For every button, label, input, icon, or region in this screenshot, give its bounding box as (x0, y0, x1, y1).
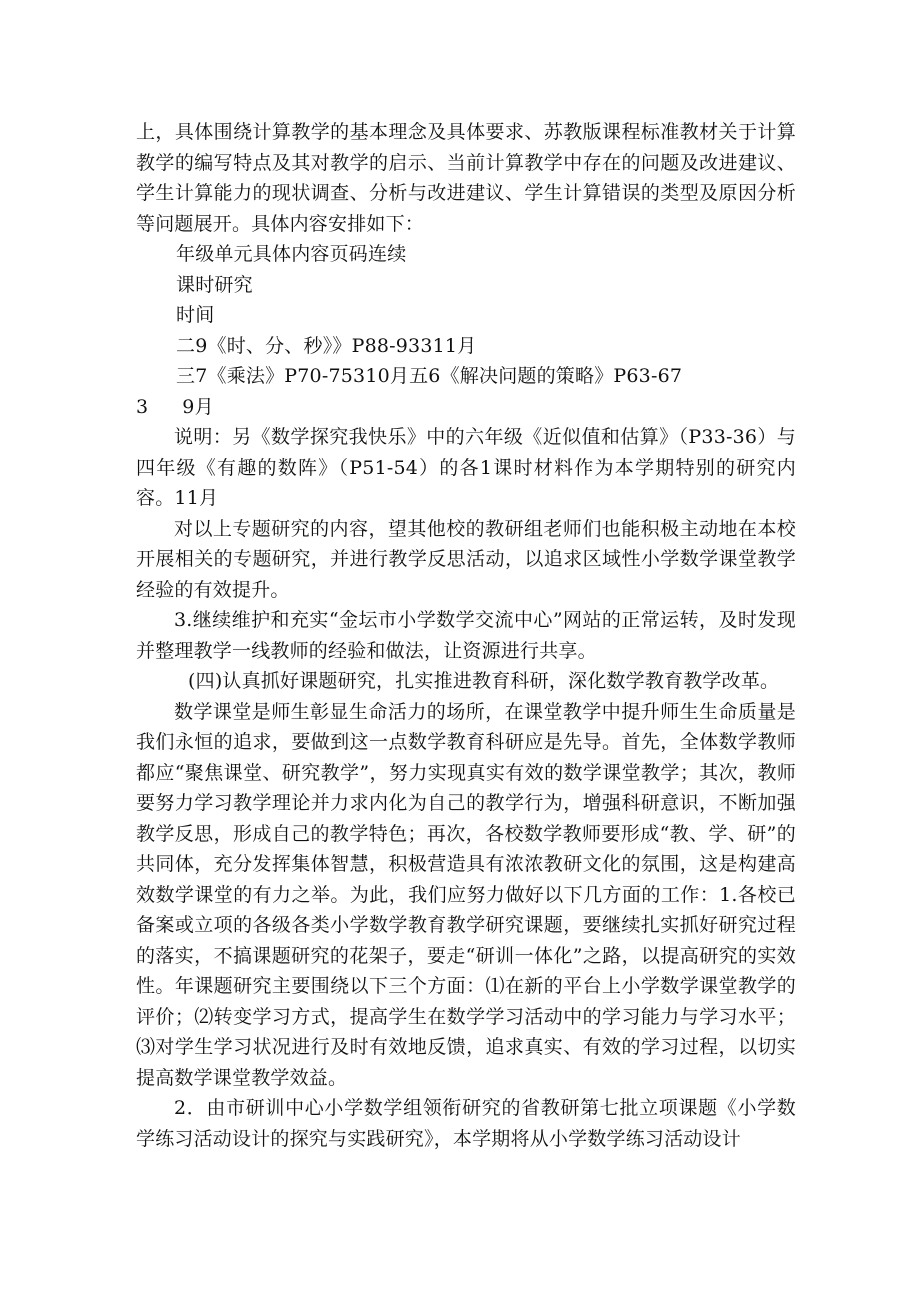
table-header-line-2: 课时研究 (176, 273, 253, 296)
table-header-line-1: 年级单元具体内容页码连续 (176, 243, 407, 265)
paragraph-intro: 上，具体围绕计算教学的基本理念及具体要求、苏教版课程标准教材关于计算教学的编写特点及其对教学的启示、当前计算教学中存在的问题及改进建议、学生计算能力的现状调查、分析与改进建议、学生计算错误的类型及原因分析等问题展开。具体内容安排如下： (136, 121, 796, 235)
paragraph-followup: 对以上专题研究的内容，望其他校的教研组老师们也能积极主动地在本校开展相关的专题研究，并进行教学反思活动，以追求区域性小学数学课堂教学经验的有效提升。 (136, 517, 796, 601)
paragraph-provincial-project: 2．由市研训中心小学数学组领衔研究的省教研第七批立项课题《小学数学练习活动设计的探究与实践研究》，本学期将从小学数学练习活动设计 (136, 1097, 796, 1150)
schedule-row-2: 三7《乘法》P70-75310月五6《解决问题的策略》P63-67 (176, 365, 683, 387)
document-body (136, 117, 796, 1154)
schedule-row-3-time: 9月 (182, 395, 214, 418)
table-header-line-3: 时间 (176, 304, 215, 326)
schedule-row-3-periods: 3 (136, 395, 149, 418)
paragraph-research-main: 数学课堂是师生彰显生命活力的场所，在课堂教学中提升师生生命质量是我们永恒的追求，要做到这一点数学教育科研应是先导。首先，全体数学教师都应“聚焦课堂、研究教学”，努力实现真实有效的数学课堂教学；其次，教师要努力学习教学理论并力求内化为自己的教学行为，增强科研意识，不断加强教学反思，形成自己的教学特色；再次，各校数学教师要形成“教、学、研”的共同体，充分发挥集体智慧，积极营造具有浓浓教研文化的氛围，这是构建高效数学课堂的有力之举。为此，我们应努力做好以下几方面的工作：1.各校已备案或立项的各级各类小学数学教育教学研究课题，要继续扎实抓好研究过程的落实，不搞课题研究的花架子，要走“研训一体化”之路，以提高研究的实效性。年课题研究主要围绕以下三个方面：⑴在新的平台上小学数学课堂教学的评价；⑵转变学习方式，提高学生在数学学习活动中的学习能力与学习水平；⑶对学生学习状况进行及时有效地反馈，追求真实、有效的学习过程，以切实提高数学课堂教学效益。 (136, 700, 796, 1089)
schedule-row-1: 二9《时、分、秒》》P88-93311月 (176, 334, 477, 357)
paragraph-website: 3.继续维护和充实“金坛市小学数学交流中心”网站的正常运转，及时发现并整理教学一线教师的经验和做法，让资源进行共享。 (136, 609, 796, 662)
section-heading-research: (四)认真抓好课题研究，扎实推进教育科研，深化数学教育教学改革。 (188, 670, 780, 692)
schedule-row-3 (136, 392, 796, 423)
paragraph-note: 说明：另《数学探究我快乐》中的六年级《近似值和估算》（P33-36）与四年级《有趣的数阵》（P51-54）的各1课时材料作为本学期特别的研究内容。11月 (136, 426, 796, 509)
